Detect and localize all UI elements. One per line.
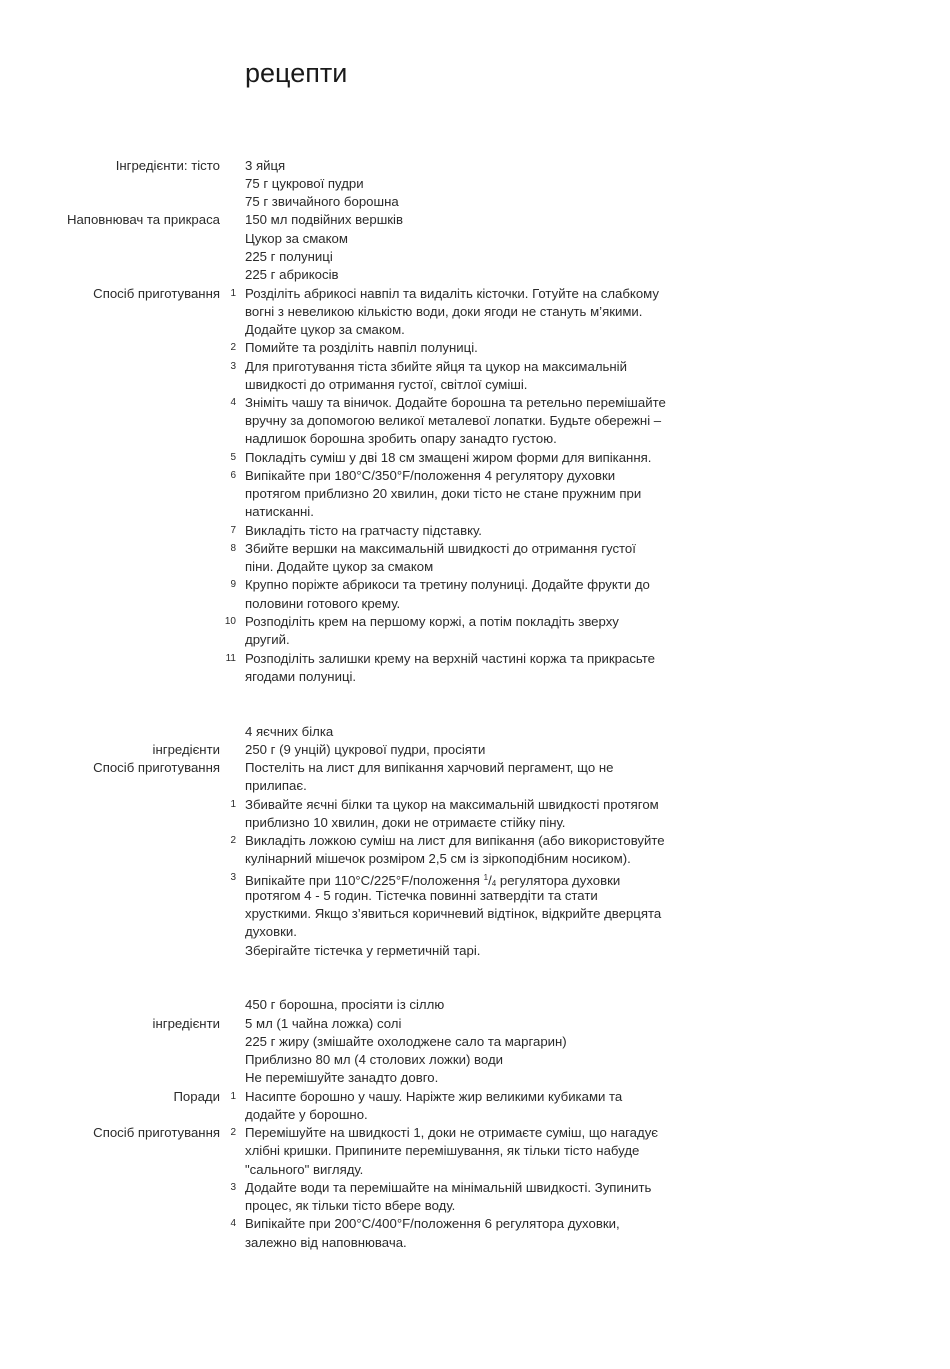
step-number: 3 [230, 361, 236, 372]
step-line: "сального" вигляду. [245, 1162, 364, 1177]
step-line: швидкості до отримання густої, світлої суміші. [245, 377, 528, 392]
ingredient-line: 3 яйця [245, 158, 286, 173]
step-line: кулінарний мішечок розміром 2,5 см із зіркоподібним носиком). [245, 851, 631, 866]
label-method: Спосіб приготування [93, 760, 220, 775]
step-number: 1 [230, 288, 236, 299]
ingredient-line: 225 г полуниці [245, 249, 333, 264]
label-ingredients-dough: Інгредієнти: тісто [115, 158, 220, 173]
step-line: піни. Додайте цукор за смаком [245, 559, 434, 574]
step-line: процес, як тільки тісто вбере воду. [245, 1198, 456, 1213]
ingredient-line: 150 мл подвійних вершків [245, 212, 403, 227]
ingredient-line: 5 мл (1 чайна ложка) солі [245, 1016, 402, 1031]
fraction-numerator: 1 [483, 873, 489, 882]
step-line: Додайте цукор за смаком. [245, 322, 405, 337]
step-line: Перемішуйте на швидкості 1, доки не отримаєте суміш, що нагадує [245, 1125, 659, 1140]
step-line: ягодами полуниці. [245, 669, 357, 684]
prep-line: прилипає. [245, 778, 307, 793]
step-number: 3 [230, 872, 236, 883]
step-line: Викладіть тісто на гратчасту підставку. [245, 523, 482, 538]
step-number: 6 [230, 470, 236, 481]
step-line: Розділіть абрикосі навпіл та видаліть кісточки. Готуйте на слабкому [245, 286, 659, 301]
step-number: 1 [230, 799, 236, 810]
step-number: 2 [230, 835, 236, 846]
step-number: 11 [225, 653, 236, 664]
step-line: Випікайте при 110°C/225°F/положення $^1/_4$ регулятора духовки [245, 873, 621, 888]
step-line: протягом 4 - 5 годин. Тістечка повинні затвердіти та стати [245, 888, 598, 903]
step-number: 1 [230, 1091, 236, 1102]
ingredient-line: Цукор за смаком [245, 231, 348, 246]
step-text: регулятора духовки [499, 873, 621, 888]
ingredient-line: Не перемішуйте занадто довго. [245, 1070, 439, 1085]
step-number: 2 [230, 1127, 236, 1138]
step-line: Зніміть чашу та віничок. Додайте борошна та ретельно перемішайте [245, 395, 666, 410]
step-line: Розподіліть залишки крему на верхній частині коржа та прикрасьте [245, 651, 656, 666]
step-line: натисканні. [245, 504, 314, 519]
step-line: половини готового крему. [245, 596, 401, 611]
step-line: Помийте та розділіть навпіл полуниці. [245, 340, 478, 355]
step-line: хрусткими. Якщо з’явиться коричневий відтінок, відкрийте дверцята [245, 906, 662, 921]
label-ingredients: інгредієнти [152, 742, 220, 757]
label-method: Спосіб приготування [93, 286, 220, 301]
step-line: Покладіть суміш у дві 18 см змащені жиром форми для випікання. [245, 450, 652, 465]
step-number: 7 [230, 525, 236, 536]
step-line: приблизно 10 хвилин, доки не отримаєте стійку піну. [245, 815, 566, 830]
step-line: Крупно поріжте абрикоси та третину полуниці. Додайте фрукти до [245, 577, 650, 592]
step-line: Збийте вершки на максимальній швидкості до отримання густої [245, 541, 636, 556]
ingredient-line: 450 г борошна, просіяти із сіллю [245, 997, 445, 1012]
step-line: другий. [245, 632, 290, 647]
step-line: залежно від наповнювача. [245, 1235, 407, 1250]
step-line: додайте у борошно. [245, 1107, 368, 1122]
prep-line: Постеліть на лист для випікання харчовий пергамент, що не [245, 760, 614, 775]
ingredient-line: 250 г (9 унцій) цукрової пудри, просіяти [245, 742, 486, 757]
label-filling: Наповнювач та прикраса [66, 212, 220, 227]
ingredient-line: 225 г абрикосів [245, 267, 339, 282]
step-number: 4 [230, 1218, 236, 1229]
step-number: 2 [230, 342, 236, 353]
page-title: рецепти [245, 58, 348, 88]
step-line: Для приготування тіста збийте яйця та цукор на максимальній [245, 359, 627, 374]
step-line: Викладіть ложкою суміш на лист для випікання (або використовуйте [245, 833, 665, 848]
label-method: Спосіб приготування [93, 1125, 220, 1140]
fraction-denominator: 4 [491, 879, 497, 888]
label-tips: Поради [173, 1089, 220, 1104]
step-line: Випікайте при 200°C/400°F/положення 6 регулятора духовки, [245, 1216, 620, 1231]
label-ingredients: інгредієнти [152, 1016, 220, 1031]
step-line: вручну за допомогою великої металевої лопатки. Будьте обережні – [245, 413, 662, 428]
step-line: Збивайте яєчні білки та цукор на максимальній швидкості протягом [245, 797, 659, 812]
step-line: Насипте борошно у чашу. Наріжте жир великими кубиками та [245, 1089, 623, 1104]
step-number: 4 [230, 397, 236, 408]
step-line: Розподіліть крем на першому коржі, а потім покладіть зверху [245, 614, 619, 629]
step-line: вогні з невеликою кількістю води, доки ягоди не стануть м’якими. [245, 304, 643, 319]
step-text: Випікайте при 110°C/225°F/положення [245, 873, 480, 888]
ingredient-line: Приблизно 80 мл (4 столових ложки) води [245, 1052, 504, 1067]
step-number: 5 [230, 452, 236, 463]
step-number: 9 [230, 579, 236, 590]
step-line: духовки. [245, 924, 297, 939]
step-number: 3 [230, 1182, 236, 1193]
ingredient-line: 75 г звичайного борошна [245, 194, 399, 209]
step-line: Випікайте при 180°C/350°F/положення 4 регулятору духовки [245, 468, 616, 483]
step-line: надлишок борошна зробить опару занадто густою. [245, 431, 557, 446]
step-number: 10 [224, 616, 236, 627]
step-line: Зберігайте тістечка у герметичній тарі. [245, 943, 481, 958]
step-line: Додайте води та перемішайте на мінімальній швидкості. Зупинить [245, 1180, 652, 1195]
step-line: протягом приблизно 20 хвилин, доки тісто не стане пружним при [245, 486, 642, 501]
step-number: 8 [230, 543, 236, 554]
ingredient-line: 75 г цукрової пудри [245, 176, 364, 191]
ingredient-line: 225 г жиру (змішайте охолоджене сало та маргарин) [245, 1034, 567, 1049]
step-line: хлібні кришки. Припините перемішування, як тільки тісто набуде [245, 1143, 640, 1158]
ingredient-line: 4 яєчних білка [245, 724, 334, 739]
